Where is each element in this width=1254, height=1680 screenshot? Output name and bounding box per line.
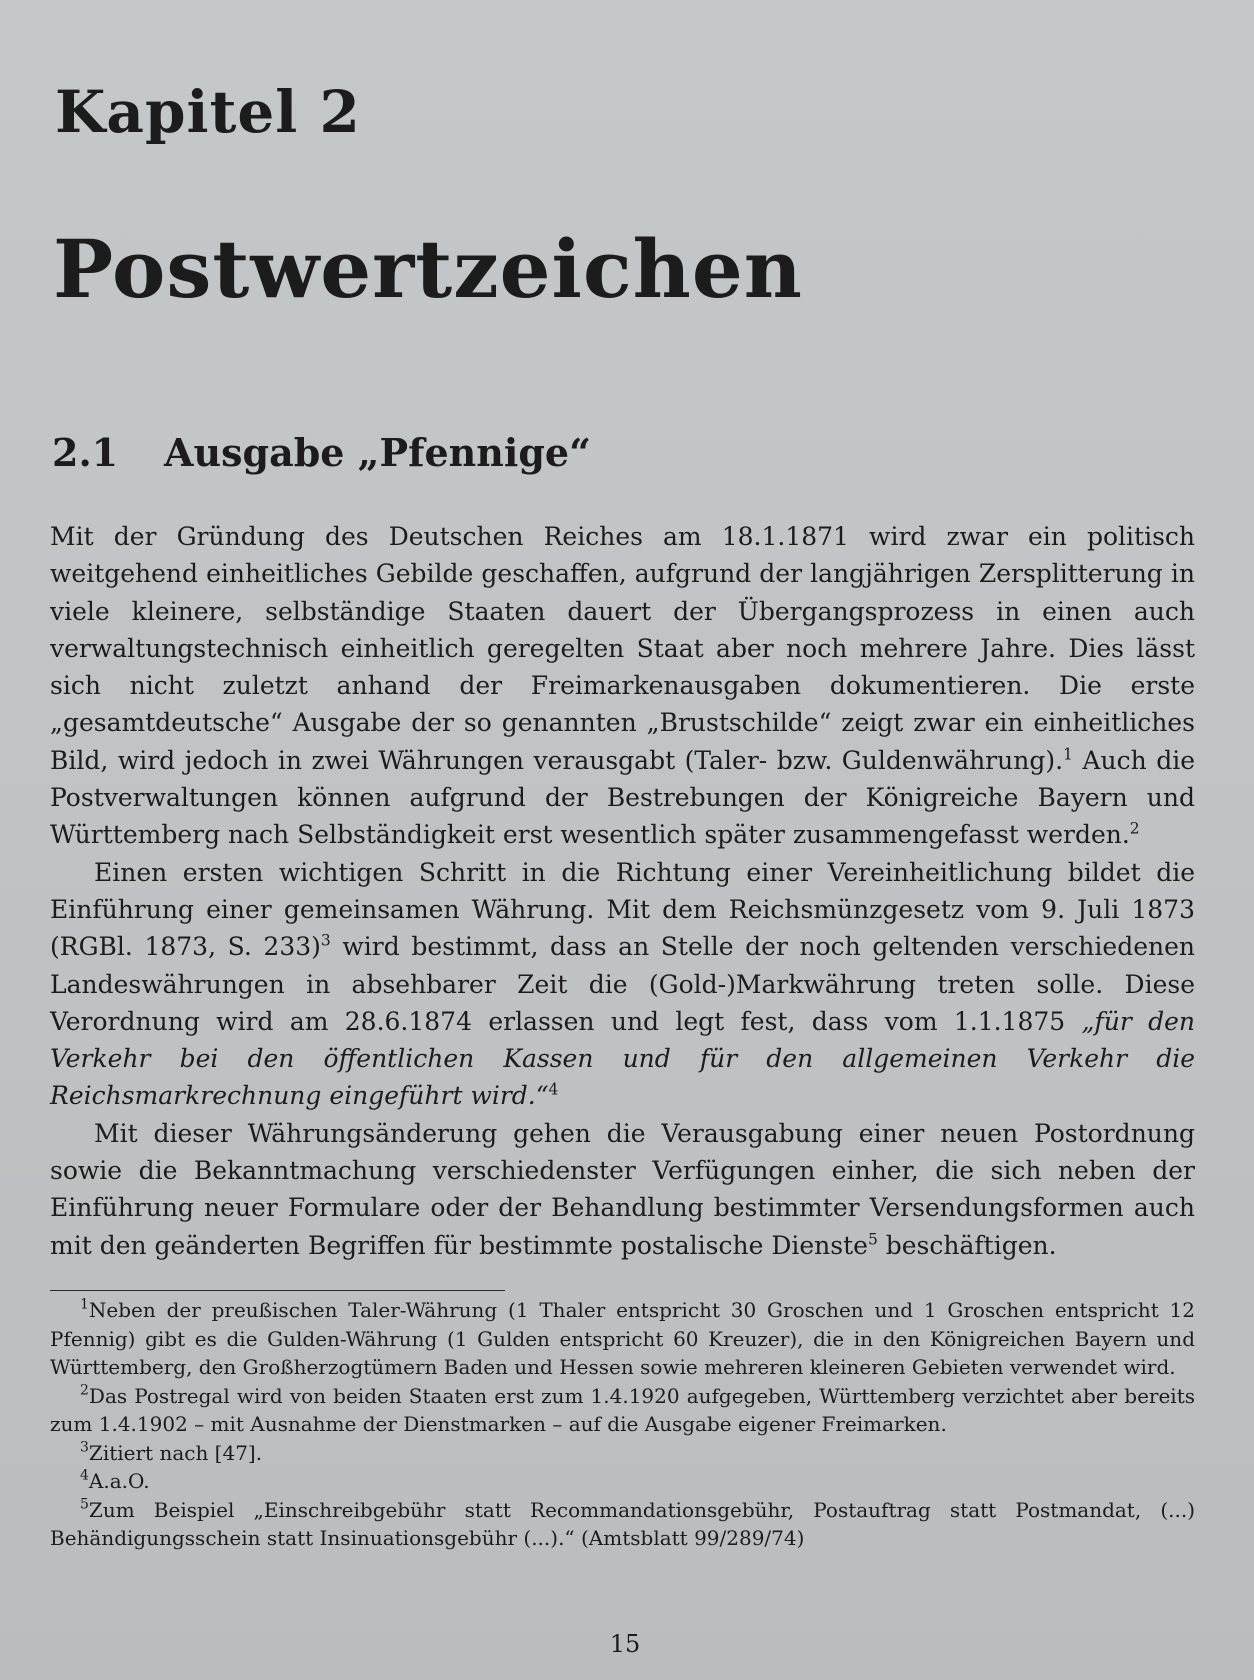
footnote-number: 2	[80, 1382, 89, 1399]
paragraph-1	[50, 518, 1195, 854]
chapter-label: Kapitel 2	[55, 78, 361, 146]
footnote-2	[50, 1382, 1195, 1439]
footnote-number: 4	[80, 1467, 89, 1484]
page-number: 15	[609, 1630, 641, 1658]
chapter-title: Postwertzeichen	[53, 222, 803, 316]
footnote-number: 1	[80, 1296, 89, 1313]
footnote-text: Zum Beispiel „Einschreibgebühr statt Recommandationsgebühr, Postauftrag statt Postmandat, (...) Behändigungsschein statt Insinuationsgebühr (...).“ (Amtsblatt 99/289/74)	[50, 1497, 1195, 1550]
section-number: 2.1	[52, 430, 119, 475]
paragraph-2-text: Einen ersten wichtigen Schritt in die Richtung einer Vereinheitlichung bildet die Einführung einer gemeinsamen Währung. Mit dem Reichsmünzgesetz vom 9. Juli 1873 (RGBl. 1873, S. 233)	[50, 857, 1195, 962]
paragraph-2-quote: „für den Verkehr bei den öffentlichen Kassen und für den allgemeinen Verkehr die Reichsmarkrechnung eingeführt wird.“	[50, 1006, 1195, 1111]
footnote-text: Das Postregal wird von beiden Staaten erst zum 1.4.1920 aufgegeben, Württemberg verzichtet aber bereits zum 1.4.1902 – mit Ausnahme der Dienstmarken – auf die Ausgabe eigener Freimarken.	[50, 1383, 1195, 1436]
footnote-ref-1: 1	[1063, 745, 1073, 764]
footnote-text: A.a.O.	[88, 1469, 150, 1493]
footnote-ref-4: 4	[548, 1081, 559, 1100]
book-page	[50, 0, 1200, 1680]
footnote-number: 3	[80, 1439, 89, 1456]
paragraph-2-text-cont: wird bestimmt, dass an Stelle der noch geltenden verschiedenen Landeswährungen in absehbarer Zeit die (Gold-)Markwährung treten solle. Diese Verordnung wird am 28.6.1874 erlassen und legt fest, dass vom 1.1.1875	[50, 932, 1195, 1036]
footnote-1	[50, 1296, 1195, 1382]
section-title: Ausgabe „Pfennige“	[164, 430, 591, 475]
body-text	[50, 518, 1195, 1264]
footnote-text: Neben der preußischen Taler-Währung (1 Thaler entspricht 30 Groschen und 1 Groschen entspricht 12 Pfennig) gibt es die Gulden-Währung (1 Gulden entspricht 60 Kreuzer), die in den Königreichen Bayern und Württemberg, den Großherzogtümern Baden und Hessen sowie mehreren kleineren Gebieten verwendet wird.	[50, 1298, 1195, 1379]
footnote-5	[50, 1496, 1195, 1553]
paragraph-1-text-cont: Auch die Postverwaltungen können aufgrund der Bestrebungen der Königreiche Bayern und Württemberg nach Selbständigkeit erst wesentlich später zusammengefasst werden.	[50, 745, 1195, 850]
paragraph-3-text-cont: beschäftigen.	[877, 1230, 1057, 1260]
footnote-4	[50, 1467, 1195, 1496]
paragraph-3-text: Mit dieser Währungsänderung gehen die Verausgabung einer neuen Postordnung sowie die Bekanntmachung verschiedenster Verfügungen einher, die sich neben der Einführung neuer Formulare oder der Behandlung bestimmter Versendungsformen auch mit den geänderten Begriffen für bestimmte postalische Dienste	[50, 1118, 1195, 1260]
paragraph-3	[50, 1115, 1195, 1264]
paragraph-1-text: Mit der Gründung des Deutschen Reiches am 18.1.1871 wird zwar ein politisch weitgehend einheitliches Gebilde geschaffen, aufgrund der langjährigen Zersplitterung in viele kleinere, selbständige Staaten dauert der Übergangsprozess in einen auch verwaltungstechnisch einheitlich geregelten Staat aber noch mehrere Jahre. Dies lässt sich nicht zuletzt anhand der Freimarkenausgaben dokumentieren. Die erste „gesamtdeutsche“ Ausgabe der so genannten „Brustschilde“ zeigt zwar ein einheitliches Bild, wird jedoch in zwei Währungen verausgabt (Taler- bzw. Guldenwährung).	[50, 522, 1195, 775]
footnote-ref-2: 2	[1129, 820, 1140, 839]
footnote-3	[50, 1439, 1195, 1468]
footnote-number: 5	[80, 1496, 89, 1513]
footnote-divider	[50, 1290, 505, 1291]
footnotes	[50, 1296, 1195, 1553]
footnote-ref-3: 3	[320, 931, 331, 950]
section-heading	[52, 430, 591, 475]
footnote-text: Zitiert nach [47].	[88, 1440, 263, 1465]
footnote-ref-5: 5	[867, 1230, 878, 1249]
paragraph-2	[50, 854, 1195, 1115]
